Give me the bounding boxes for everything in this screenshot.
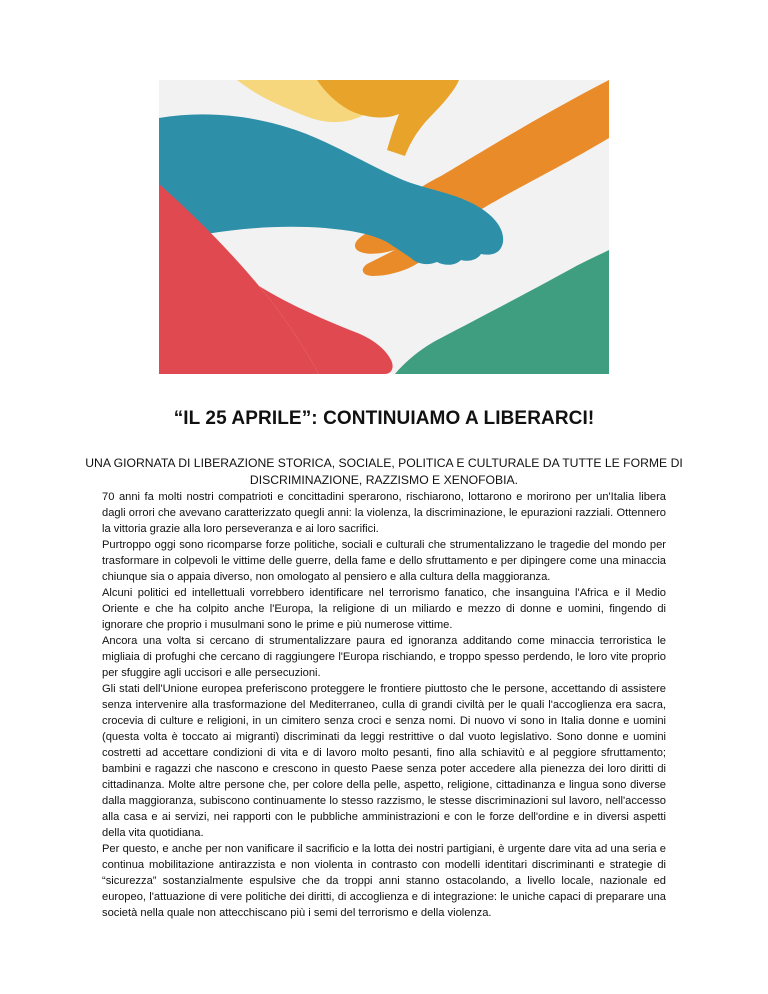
paragraph: 70 anni fa molti nostri compatrioti e concittadini sperarono, rischiarono, lottarono e morirono per un'Italia libera dagli orrori che avevano caratterizzato quegli anni: la violenza, la discriminazione, le epurazioni razziali. Ottennero la vittoria grazie alla loro perseveranza e ai loro sacrifici. [102, 491, 666, 535]
page-title: “IL 25 APRILE”: CONTINUIAMO A LIBERARCI! [173, 408, 595, 429]
paragraph: Gli stati dell'Unione europea preferiscono proteggere le frontiere piuttosto che le persone, accettando di assistere senza intervenire alla trasformazione del Mediterraneo, culla di grandi civiltà per le quali l'accoglienza era sacra, crocevia di culture e religioni, in un cimitero senza croci e senza nomi. Di nuovo vi sono in Italia donne e uomini (questa volta è toccato ai migranti) discriminati da leggi restrittive o dal vuoto legislativo. Sono donne e uomini costretti ad accettare condizioni di vita e di lavoro molto pesanti, fino alla schiavitù e al peggiore sfruttamento; bambini e ragazzi che nascono e crescono in questo Paese senza poter accedere alla pienezza dei loro diritti di cittadinanza. Molte altre persone che, per colore della pelle, aspetto, religione, cittadinanza e lingua sono diverse dalla maggioranza, subiscono continuamente lo stesso razzismo, le stesse discriminazioni sul lavoro, nell'accesso alla casa e ai servizi, nei rapporti con le pubbliche amministrazioni e con le forze dell'ordine e in diversi aspetti della vita quotidiana. [102, 683, 666, 839]
hero-image [159, 80, 609, 374]
paragraph: Per questo, e anche per non vanificare il sacrificio e la lotta dei nostri partigiani, è urgente dare vita ad una seria e continua mobilitazione antirazzista e non violenta in contrasto con modelli identitari discriminanti e strategie di “sicurezza” sostanzialmente espulsive che da troppi anni stanno ostacolando, a livello locale, nazionale ed europeo, l'attuazione di vere politiche dei diritti, di accoglienza e di integrazione: le uniche capaci di preparare una società nella quale non attecchiscano più i semi del terrorismo e della violenza. [102, 843, 666, 919]
paragraph: Ancora una volta si cercano di strumentalizzare paura ed ignoranza additando come minaccia terroristica le migliaia di profughi che cercano di raggiungere l'Europa rischiando, e troppo spesso perdendo, le loro vite proprio per sfuggire agli uccisori e alle persecuzioni. [102, 635, 666, 679]
hands-together-illustration [159, 80, 609, 374]
article-body [102, 489, 666, 921]
paragraph: Alcuni politici ed intellettuali vorrebbero identificare nel terrorismo fanatico, che insanguina l'Africa e il Medio Oriente e che ha colpito anche l'Europa, la religione di un miliardo e mezzo di donne e uomini, fingendo di ignorare che proprio i musulmani sono le prime e più numerose vittime. [102, 587, 666, 631]
page-subtitle: UNA GIORNATA DI LIBERAZIONE STORICA, SOCIALE, POLITICA E CULTURALE DA TUTTE LE FORME DI DISCRIMINAZIONE, RAZZISMO E XENOFOBIA. [85, 456, 683, 487]
paragraph: Purtroppo oggi sono ricomparse forze politiche, sociali e culturali che strumentalizzano le tragedie del mondo per trasformare in colpevoli le vittime delle guerre, della fame e dello sfruttamento e per dipingere come una minaccia chiunque sia o appaia diverso, non omologato al pensiero e alla cultura della maggioranza. [102, 539, 666, 583]
